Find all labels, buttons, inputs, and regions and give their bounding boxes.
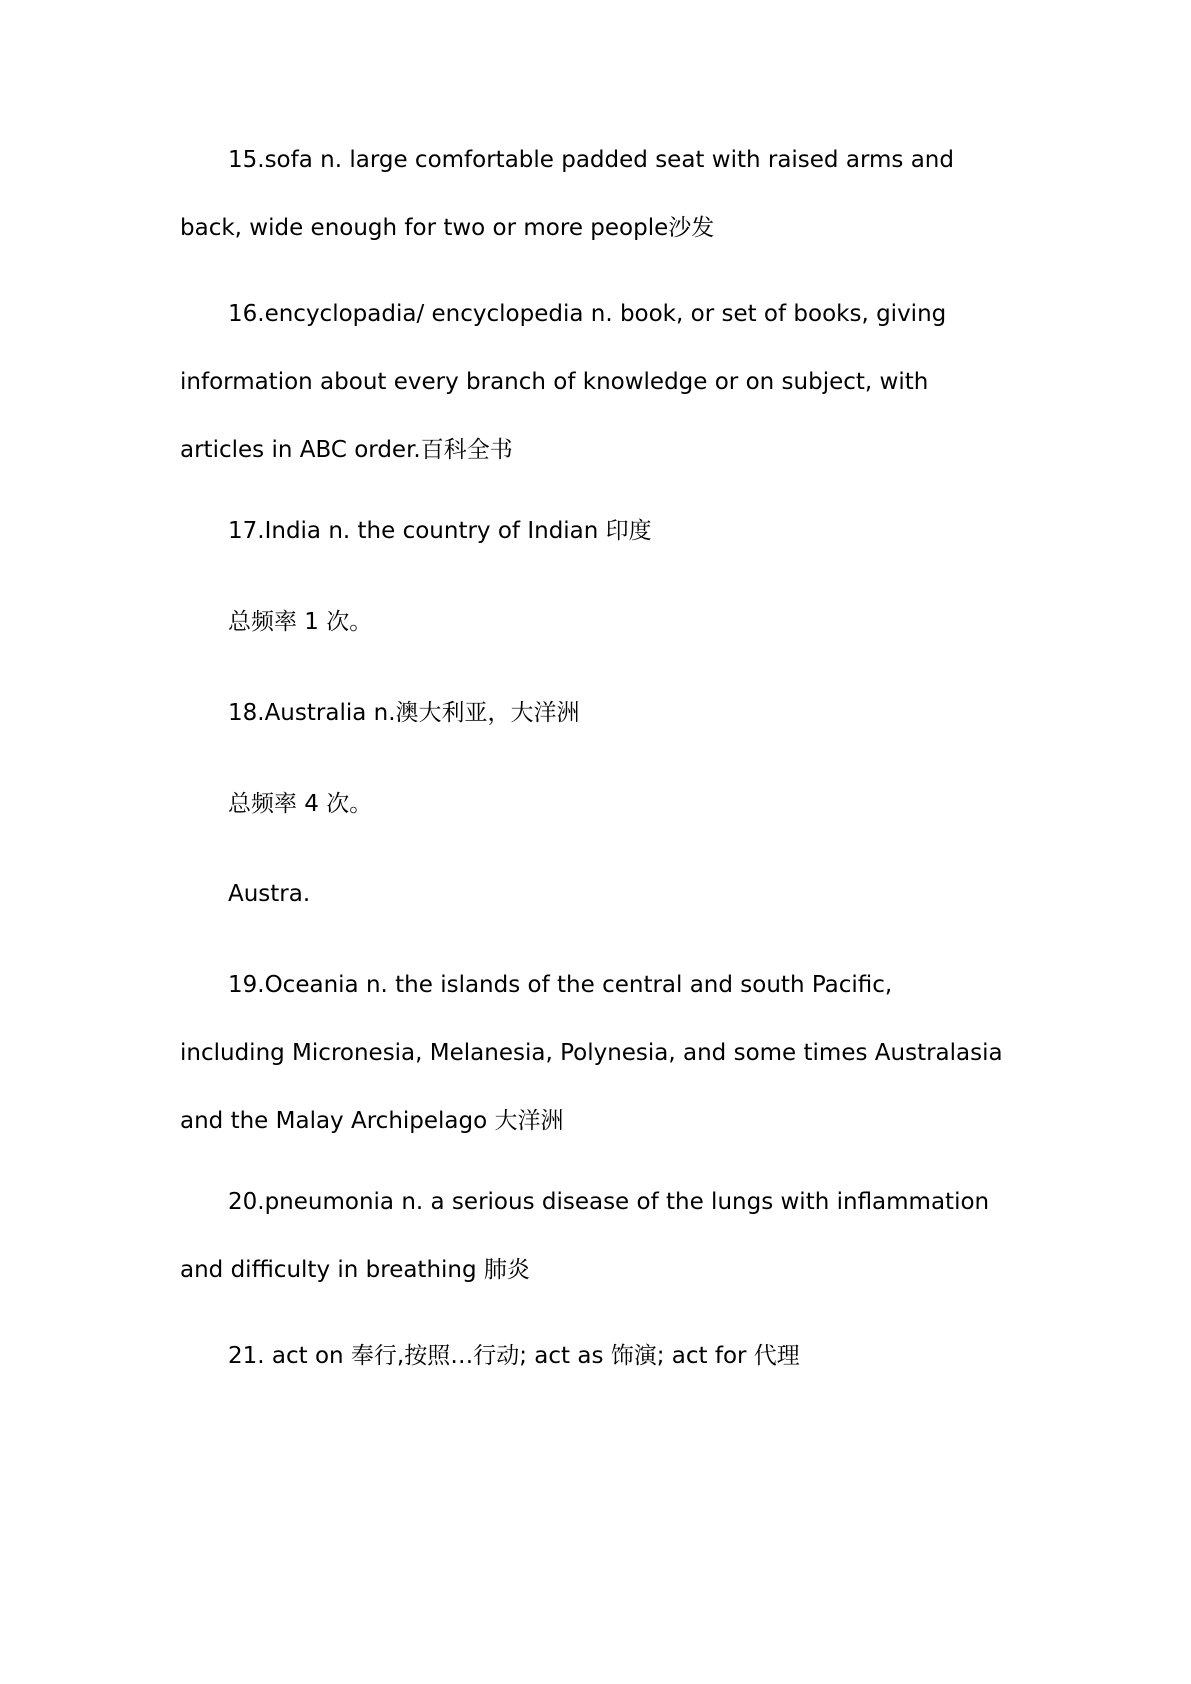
entry-15	[180, 126, 1010, 262]
entry-19	[180, 951, 1010, 1155]
entry-18-line-1: 18.Australia n.澳大利亚，大洋洲	[228, 700, 580, 726]
entry-21	[180, 1322, 1010, 1390]
entry-16-line-2: information about every branch of knowledge or on subject, with	[180, 369, 929, 395]
entry-20-line-2: and difficulty in breathing 肺炎	[180, 1257, 530, 1283]
entry-16-line-1: 16.encyclopadia/ encyclopedia n. book, or set of books, giving	[228, 301, 947, 327]
entry-21-line-1: 21. act on 奉行,按照…行动; act as 饰演; act for 代理	[228, 1343, 800, 1369]
austra-note	[180, 860, 1010, 928]
frequency-note-1-text: 总频率 1 次。	[228, 609, 373, 635]
frequency-note-1	[180, 588, 1010, 656]
entry-20	[180, 1168, 1010, 1304]
entry-16-line-3: articles in ABC order.百科全书	[180, 437, 513, 463]
entry-19-line-1: 19.Oceania n. the islands of the central and south Pacific,	[228, 972, 893, 998]
austra-note-text: Austra.	[228, 881, 311, 907]
entry-17-line-1: 17.India n. the country of Indian 印度	[228, 518, 652, 544]
entry-15-line-2: back, wide enough for two or more people沙发	[180, 215, 715, 241]
entry-15-line-1: 15.sofa n. large comfortable padded seat with raised arms and	[228, 147, 954, 173]
entry-17	[180, 497, 1010, 565]
entry-16	[180, 280, 1010, 484]
entry-18	[180, 679, 1010, 747]
frequency-note-2	[180, 770, 1010, 838]
frequency-note-2-text: 总频率 4 次。	[228, 791, 373, 817]
entry-20-line-1: 20.pneumonia n. a serious disease of the lungs with inflammation	[228, 1189, 990, 1215]
entry-19-line-2: including Micronesia, Melanesia, Polynesia, and some times Australasia	[180, 1040, 1003, 1066]
entry-19-line-3: and the Malay Archipelago 大洋洲	[180, 1108, 564, 1134]
